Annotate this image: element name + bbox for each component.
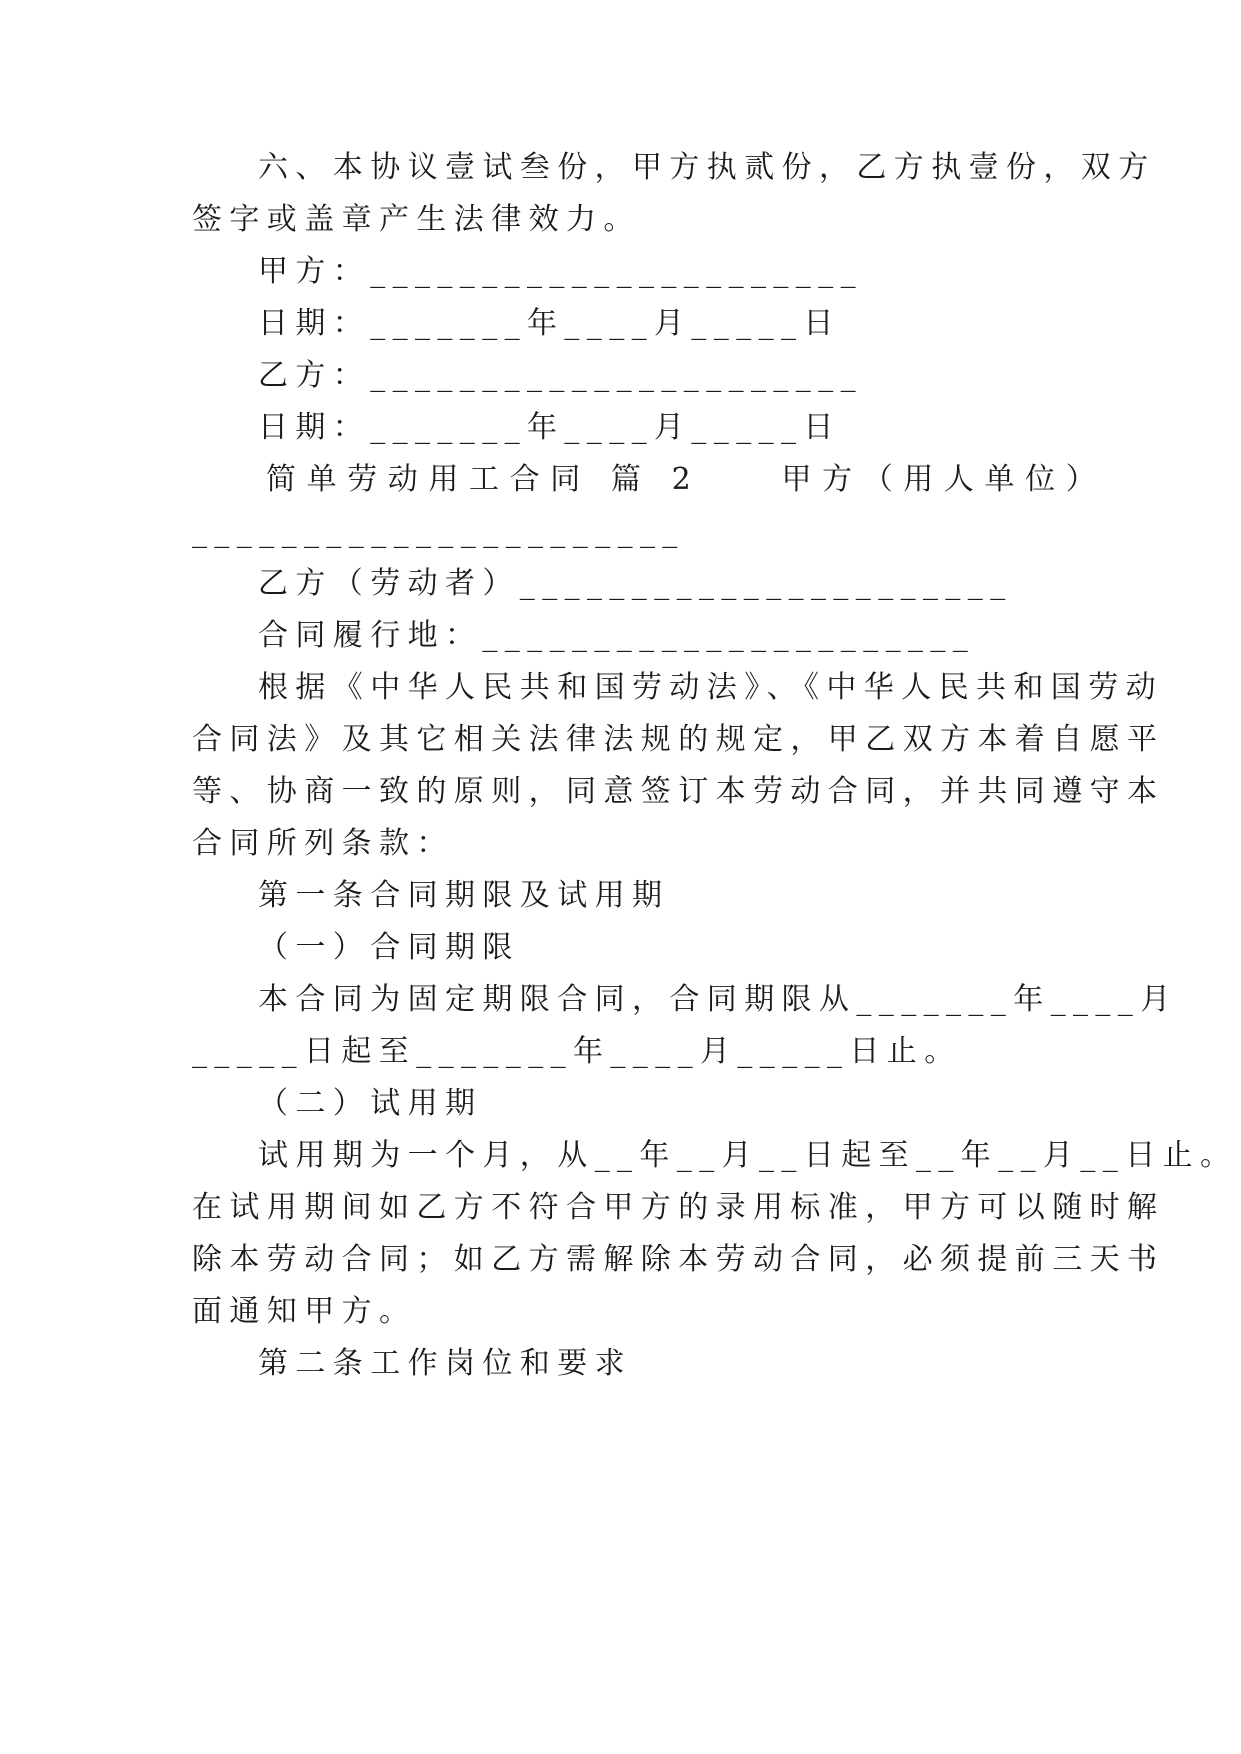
employer-label: 甲方（用人单位） (781, 462, 1107, 497)
party-b-signature-line: 乙方：______________________ (258, 358, 863, 393)
probation-line-2: 在试用期间如乙方不符合甲方的录用标准，甲方可以随时解 (192, 1190, 1165, 1225)
party-a-signature-line: 甲方：______________________ (258, 254, 863, 289)
preamble-line-4: 合同所列条款： (192, 826, 454, 861)
article-two-heading: 第二条工作岗位和要求 (258, 1346, 632, 1381)
party-b-date-line: 日期：_______年____月_____日 (258, 410, 841, 445)
article-one-heading: 第一条合同期限及试用期 (258, 878, 670, 913)
contract-title: 简单劳动用工合同 篇 2 (266, 462, 702, 497)
worker-line: 乙方（劳动者）______________________ (258, 566, 1013, 601)
preamble-line-2: 合同法》及其它相关法律法规的规定，甲乙双方本着自愿平 (192, 722, 1165, 757)
probation-line-1: 试用期为一个月，从__年__月__日起至__年__月__日止。 (258, 1138, 1238, 1173)
party-a-date-line: 日期：_______年____月_____日 (258, 306, 841, 341)
probation-line-3: 除本劳动合同；如乙方需解除本劳动合同，必须提前三天书 (192, 1242, 1165, 1277)
section-title-line (266, 460, 1106, 500)
contract-term-heading: （一）合同期限 (258, 930, 520, 965)
contract-term-line-2: _____日起至_______年____月_____日止。 (192, 1034, 962, 1069)
preamble-line-3: 等、协商一致的原则，同意签订本劳动合同，并共同遵守本 (192, 774, 1165, 809)
employer-blank-line: ______________________ (192, 514, 685, 549)
clause-six-line-2: 签字或盖章产生法律效力。 (192, 202, 641, 237)
work-location-line: 合同履行地：______________________ (258, 618, 976, 653)
probation-line-4: 面通知甲方。 (192, 1294, 417, 1329)
preamble-line-1: 根据《中华人民共和国劳动法》、《中华人民共和国劳动 (258, 670, 1163, 705)
probation-heading: （二）试用期 (258, 1086, 483, 1121)
clause-six-line-1: 六、本协议壹试叁份，甲方执贰份，乙方执壹份，双方 (258, 150, 1156, 185)
contract-term-line-1: 本合同为固定期限合同，合同期限从_______年____月 (258, 982, 1178, 1017)
